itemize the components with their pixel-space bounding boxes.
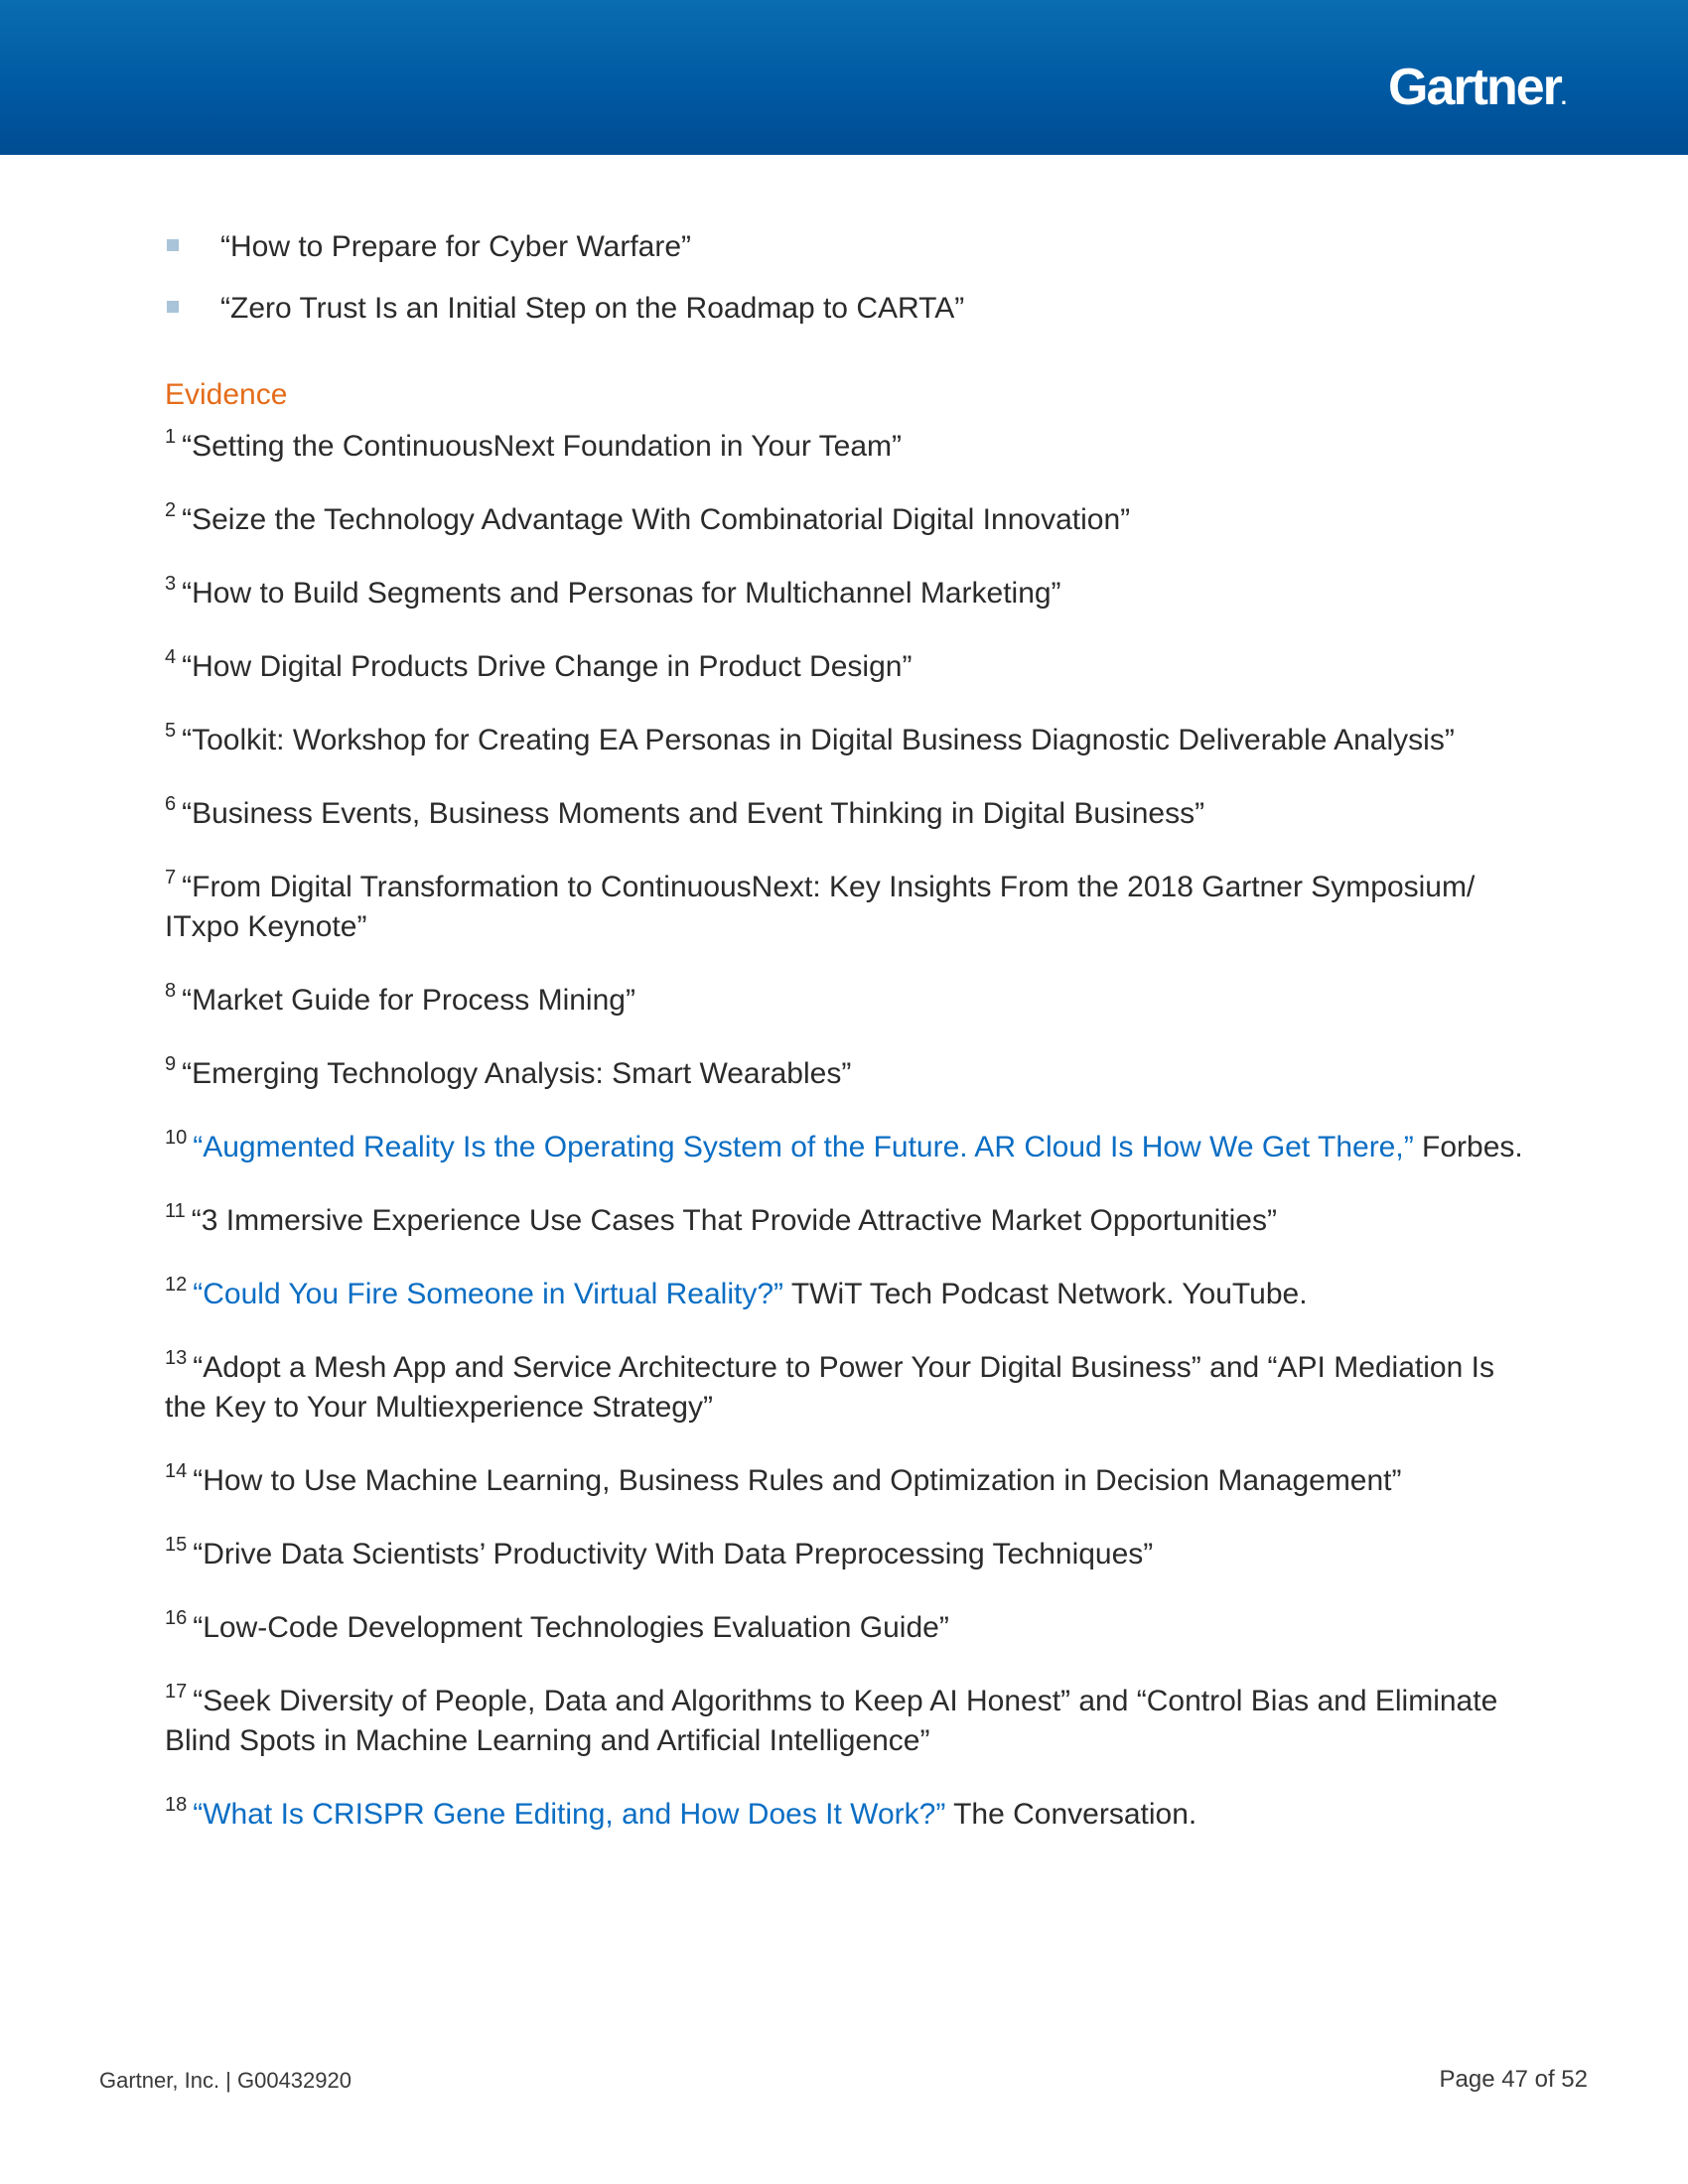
- note-source: The Conversation.: [953, 1798, 1197, 1831]
- square-bullet-icon: [167, 301, 179, 313]
- note-text: “How Digital Products Drive Change in Product Design”: [182, 650, 913, 683]
- evidence-note: [165, 1461, 1535, 1501]
- footer-page-number: Page 47 of 52: [1439, 2066, 1588, 2093]
- logo-text: Gartner: [1388, 59, 1561, 116]
- evidence-note: [165, 1275, 1535, 1314]
- bullet-text: “Zero Trust Is an Initial Step on the Roadmap to CARTA”: [220, 292, 965, 325]
- evidence-notes: [165, 427, 1535, 1835]
- evidence-note: [165, 1054, 1535, 1094]
- evidence-note: [165, 574, 1535, 614]
- logo-dot: .: [1560, 84, 1567, 109]
- evidence-note: [165, 1682, 1535, 1761]
- note-number: 2: [165, 499, 177, 521]
- note-number: 14: [165, 1460, 188, 1482]
- square-bullet-icon: [167, 239, 179, 251]
- evidence-note: [165, 647, 1535, 687]
- note-number: 8: [165, 980, 177, 1002]
- note-source: TWiT Tech Podcast Network. YouTube.: [790, 1278, 1308, 1310]
- note-number: 11: [165, 1200, 186, 1222]
- note-link[interactable]: “Could You Fire Someone in Virtual Reality?”: [193, 1278, 784, 1310]
- note-number: 4: [165, 646, 177, 668]
- note-number: 7: [165, 867, 177, 888]
- evidence-note: [165, 981, 1535, 1021]
- note-number: 16: [165, 1607, 188, 1629]
- evidence-note: [165, 1795, 1535, 1835]
- note-number: 3: [165, 573, 177, 595]
- note-text: “Market Guide for Process Mining”: [182, 984, 635, 1017]
- note-number: 1: [165, 426, 177, 448]
- evidence-note: [165, 1348, 1535, 1428]
- note-text: “How to Build Segments and Personas for Multichannel Marketing”: [182, 577, 1061, 610]
- evidence-note: [165, 721, 1535, 760]
- note-number: 10: [165, 1127, 188, 1149]
- note-text: “Emerging Technology Analysis: Smart Wearables”: [182, 1057, 852, 1090]
- note-number: 13: [165, 1347, 188, 1369]
- note-text: “Drive Data Scientists’ Productivity With Data Preprocessing Techniques”: [193, 1538, 1154, 1570]
- evidence-heading: Evidence: [165, 378, 288, 411]
- note-text: “Low-Code Development Technologies Evaluation Guide”: [193, 1611, 949, 1644]
- note-number: 6: [165, 793, 177, 815]
- footer-document-id: Gartner, Inc. | G00432920: [99, 2068, 352, 2093]
- note-number: 17: [165, 1681, 188, 1703]
- evidence-note: [165, 1535, 1535, 1574]
- note-text: “How to Use Machine Learning, Business Rules and Optimization in Decision Management”: [193, 1464, 1402, 1497]
- page-content: [165, 226, 1535, 1868]
- note-text: “3 Immersive Experience Use Cases That Provide Attractive Market Opportunities”: [191, 1204, 1277, 1237]
- note-number: 12: [165, 1274, 188, 1296]
- list-item: [165, 288, 1535, 330]
- gartner-logo: [1388, 59, 1567, 116]
- note-text: “Seize the Technology Advantage With Combinatorial Digital Innovation”: [182, 503, 1131, 536]
- note-number: 9: [165, 1053, 177, 1075]
- list-item: [165, 226, 1535, 268]
- note-link[interactable]: “Augmented Reality Is the Operating System of the Future. AR Cloud Is How We Get There,”: [193, 1131, 1414, 1163]
- note-text: “From Digital Transformation to ContinuousNext: Key Insights From the 2018 Gartner Symposium/ ITxpo Keynote”: [165, 871, 1476, 943]
- evidence-note: [165, 794, 1535, 834]
- note-number: 5: [165, 720, 177, 742]
- note-text: “Business Events, Business Moments and Event Thinking in Digital Business”: [182, 797, 1205, 830]
- evidence-note: [165, 1608, 1535, 1648]
- evidence-note: [165, 1128, 1535, 1167]
- evidence-note: [165, 868, 1535, 947]
- note-link[interactable]: “What Is CRISPR Gene Editing, and How Does It Work?”: [193, 1798, 946, 1831]
- evidence-note: [165, 1201, 1535, 1241]
- evidence-note: [165, 500, 1535, 540]
- bullet-text: “How to Prepare for Cyber Warfare”: [220, 230, 692, 263]
- note-text: “Seek Diversity of People, Data and Algorithms to Keep AI Honest” and “Control Bias and Eliminate Blind Spots in Machine Learning and Artificial Intelligence”: [165, 1685, 1498, 1757]
- bullet-list: [165, 226, 1535, 330]
- header-band: [0, 0, 1688, 155]
- note-source: Forbes.: [1422, 1131, 1523, 1163]
- note-number: 18: [165, 1794, 188, 1816]
- note-text: “Toolkit: Workshop for Creating EA Personas in Digital Business Diagnostic Deliverable Analysis”: [182, 724, 1455, 756]
- note-text: “Setting the ContinuousNext Foundation in Your Team”: [182, 430, 903, 463]
- note-text: “Adopt a Mesh App and Service Architecture to Power Your Digital Business” and “API Mediation Is the Key to Your Multiexperience Strategy”: [165, 1351, 1494, 1424]
- evidence-note: [165, 427, 1535, 467]
- note-number: 15: [165, 1534, 188, 1556]
